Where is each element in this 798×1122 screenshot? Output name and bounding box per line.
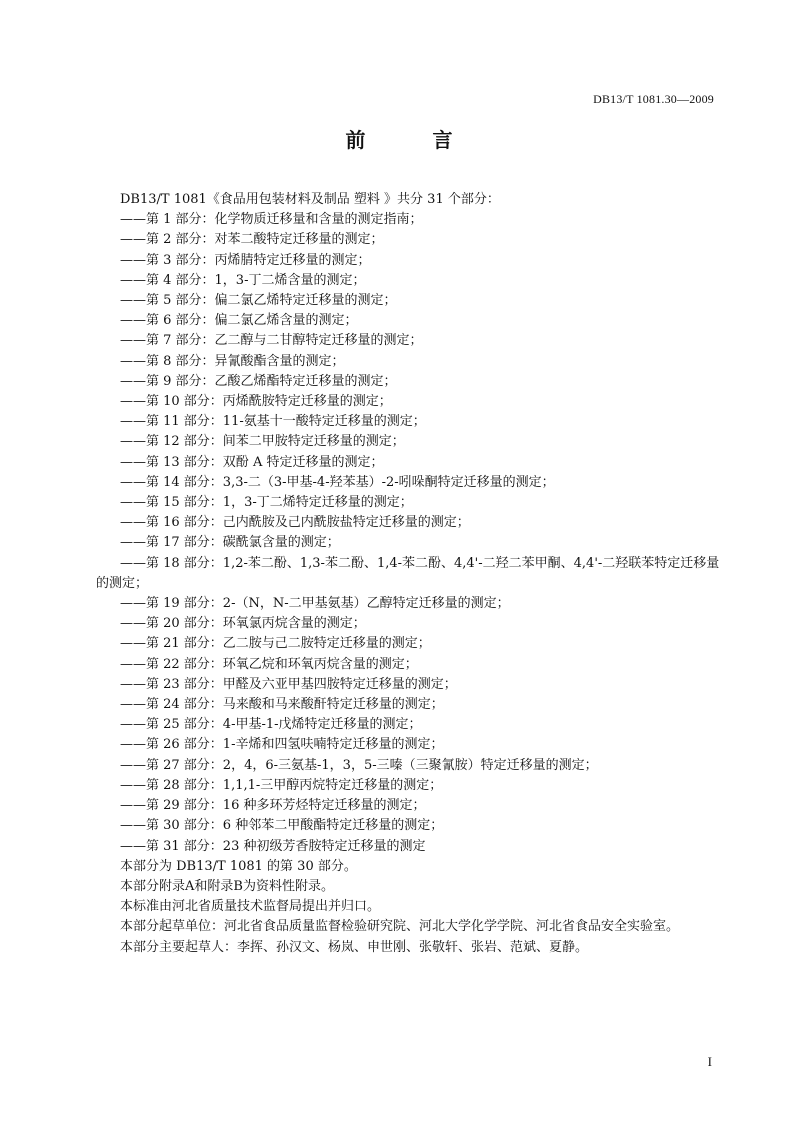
document-body	[96, 190, 722, 958]
part-item: ——第 7 部分：乙二醇与二甘醇特定迁移量的测定；	[120, 333, 423, 349]
part-item: ——第 8 部分：异氰酸酯含量的测定；	[120, 353, 345, 369]
part-item: ——第 30 部分：6 种邻苯二甲酸酯特定迁移量的测定；	[120, 818, 444, 834]
part-item: ——第 23 部分：甲醛及六亚甲基四胺特定迁移量的测定；	[120, 676, 457, 692]
notes	[96, 857, 722, 958]
part-item: ——第 15 部分：1，3-丁二烯特定迁移量的测定；	[120, 495, 413, 511]
part-item: ——第 27 部分：2，4，6-三氨基-1，3，5-三嗪（三聚氰胺）特定迁移量的测定；	[120, 757, 598, 773]
part-list	[96, 210, 722, 857]
note-line: 本部分主要起草人：李挥、孙汉文、杨岚、申世刚、张敬轩、张岩、范斌、夏静。	[120, 939, 589, 955]
part-item: ——第 9 部分：乙酸乙烯酯特定迁移量的测定；	[120, 373, 397, 389]
note-line: 本标准由河北省质量技术监督局提出并归口。	[120, 899, 381, 915]
part-item: ——第 10 部分：丙烯酰胺特定迁移量的测定；	[120, 394, 392, 410]
part-item: ——第 31 部分：23 种初级芳香胺特定迁移量的测定	[120, 838, 426, 854]
part-item: ——第 12 部分：间苯二甲胺特定迁移量的测定；	[120, 434, 405, 450]
page-title: 前 言	[345, 128, 483, 152]
part-item: ——第 14 部分：3,3-二（3-甲基-4-羟苯基）-2-吲哚酮特定迁移量的测定；	[120, 474, 555, 490]
part-item: ——第 29 部分：16 种多环芳烃特定迁移量的测定；	[120, 798, 426, 814]
note-line: 本部分为 DB13/T 1081 的第 30 部分。	[120, 858, 357, 874]
part-item: ——第 3 部分：丙烯腈特定迁移量的测定；	[120, 252, 371, 268]
part-item: ——第 11 部分：11-氨基十一酸特定迁移量的测定；	[120, 414, 426, 430]
part-item: ——第 1 部分：化学物质迁移量和含量的测定指南；	[120, 212, 423, 228]
part-item: ——第 16 部分：己内酰胺及己内酰胺盐特定迁移量的测定；	[120, 515, 470, 531]
part-item: ——第 28 部分：1,1,1-三甲醇丙烷特定迁移量的测定；	[120, 777, 443, 793]
part-item: ——第 22 部分：环氧乙烷和环氧丙烷含量的测定；	[120, 656, 418, 672]
document-code: DB13/T 1081.30—2009	[593, 92, 714, 106]
note-line: 本部分附录A和附录B为资料性附录。	[120, 878, 334, 894]
note-line: 本部分起草单位：河北省食品质量监督检验研究院、河北大学化学学院、河北省食品安全实验室。	[120, 919, 680, 935]
page-number: I	[707, 1054, 712, 1069]
part-item: ——第 24 部分：马来酸和马来酸酐特定迁移量的测定；	[120, 697, 444, 713]
part-item: ——第 21 部分：乙二胺与己二胺特定迁移量的测定；	[120, 636, 431, 652]
part-item: ——第 6 部分：偏二氯乙烯含量的测定；	[120, 313, 358, 329]
part-item: ——第 4 部分：1，3-丁二烯含量的测定；	[120, 272, 366, 288]
part-item: ——第 18 部分：1,2-苯二酚、1,3-苯二酚、1,4-苯二酚、4,4'-二羟二苯甲酮、4,4'-二羟联苯特定迁移量的测定；	[96, 555, 720, 591]
part-item: ——第 5 部分：偏二氯乙烯特定迁移量的测定；	[120, 293, 397, 309]
part-item: ——第 25 部分：4-甲基-1-戊烯特定迁移量的测定；	[120, 717, 422, 733]
part-item: ——第 17 部分：碳酰氯含量的测定；	[120, 535, 340, 551]
part-item: ——第 20 部分：环氧氯丙烷含量的测定；	[120, 616, 366, 632]
part-item: ——第 26 部分：1-辛烯和四氢呋喃特定迁移量的测定；	[120, 737, 444, 753]
part-item: ——第 2 部分：对苯二酸特定迁移量的测定；	[120, 232, 384, 248]
intro-line: DB13/T 1081《食品用包装材料及制品 塑料 》共分 31 个部分：	[120, 192, 500, 207]
part-item: ——第 13 部分：双酚 A 特定迁移量的测定；	[120, 454, 384, 470]
part-item: ——第 19 部分：2-（N，N-二甲基氨基）乙醇特定迁移量的测定；	[120, 596, 510, 612]
